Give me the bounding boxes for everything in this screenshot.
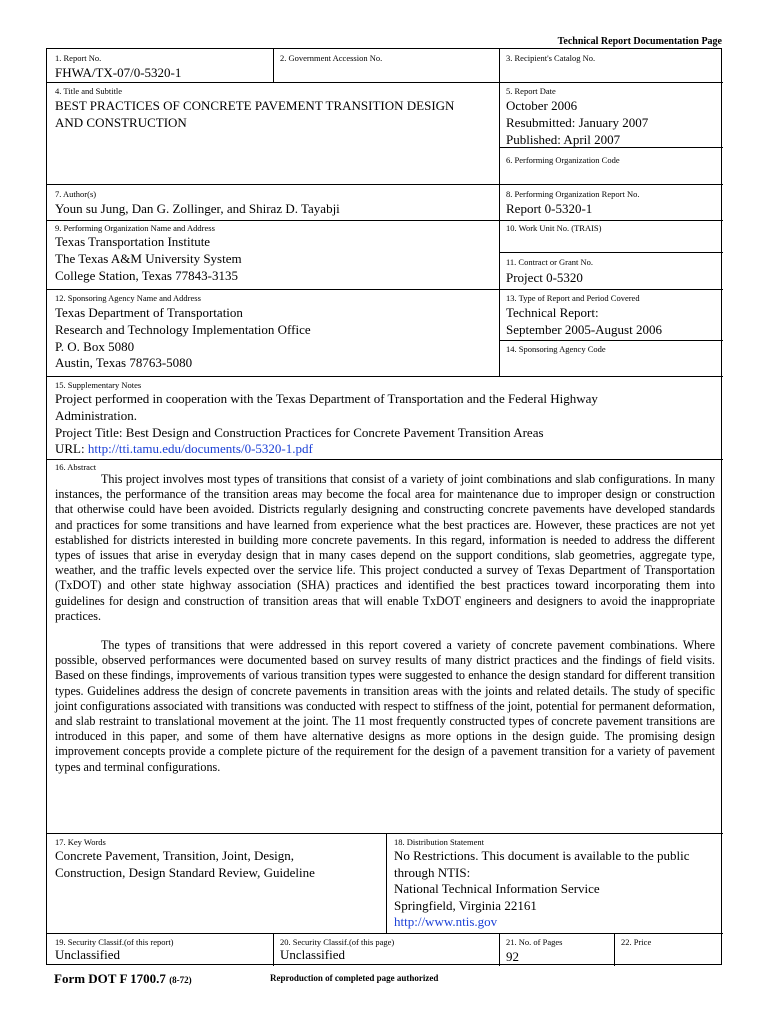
- key-words-line-1: Concrete Pavement, Transition, Joint, Design,: [55, 848, 295, 863]
- supplementary-line-1: Project performed in cooperation with the Texas Department of Transportation and the Federal Highway: [55, 391, 598, 406]
- abstract-paragraph-1: This project involves most types of transitions that consist of a variety of joint combinations and slab configurations. In many instances, the performance of the transition areas may become the focal area for maintenance due to improper design or construction that otherwise could have been avoided. Districts regularly designing and constructing concrete pavements have developed standards and practices for some transitions and have learned from experience what the best practices are. However, these practices are not yet established for districts interested in building more concrete pavements. In this regard, information is needed to address the different types of issues that arise in everyday design that in many cases depend on the support conditions, slab geometries, aggregate type, weather, and the traffic levels expected over the service life. This project conducted a survey of Texas Department of Transportation (TxDOT) and other state highway association (SHA) practices and identified the best practices toward incorporating them into guidelines for design and construction of transition areas that will enable TxDOT engineers and designers to avoid the inappropriate practices.: [55, 472, 715, 623]
- abstract-paragraph-2: The types of transitions that were addressed in this report covered a variety of concrete pavement combinations. Where possible, observed performances were documented based on survey results of many district practices and the findings of field visits. Based on these findings, improvements of various transition types were suggested to enhance the design standard for different transition types. Guidelines address the design of concrete pavements in transition areas with the joints and related details. The study of specific joint configurations associated with transitions was conducted with respect to stiffness of the joint, potential for permanent deformation, and slab restraint to translational movement at the joint. The 11 most frequently constructed types of concrete pavement transitions are introduced in this paper, and some of them have alternative designs as more options in the design guide. The promising design improvement concepts provide a complete picture of the requirement for the design of a pavement transition for a variety of pavement types and terminal configurations.: [55, 638, 715, 774]
- ntis-url-link[interactable]: http://www.ntis.gov: [394, 914, 498, 929]
- form-number: [54, 971, 192, 987]
- url-prefix: URL:: [55, 441, 88, 456]
- sponsor-code-label: 14. Sponsoring Agency Code: [506, 344, 606, 354]
- work-unit-label: 10. Work Unit No. (TRAIS): [506, 223, 602, 233]
- report-type-label: 13. Type of Report and Period Covered: [506, 293, 640, 303]
- report-date-line-3: Published: April 2007: [506, 132, 621, 147]
- title-line-1: BEST PRACTICES OF CONCRETE PAVEMENT TRANSITION DESIGN: [55, 98, 455, 113]
- supplementary-url-line: [55, 441, 313, 458]
- sponsor-line-4: Austin, Texas 78763-5080: [55, 355, 193, 370]
- abstract-body: [55, 472, 715, 789]
- supplementary-line-2: Administration.: [55, 408, 137, 423]
- abstract-label: 16. Abstract: [55, 462, 97, 472]
- perf-org-code-label: 6. Performing Organization Code: [506, 155, 620, 165]
- security-page-label: 20. Security Classif.(of this page): [280, 937, 395, 947]
- reproduction-note: Reproduction of completed page authorized: [270, 973, 439, 983]
- report-date-label: 5. Report Date: [506, 86, 556, 96]
- title-line-2: AND CONSTRUCTION: [55, 115, 187, 130]
- distribution-label: 18. Distribution Statement: [394, 837, 484, 847]
- form-revision: (8-72): [169, 975, 192, 985]
- perf-org-name-label: 9. Performing Organization Name and Address: [55, 223, 215, 233]
- report-type-line-2: September 2005-August 2006: [506, 322, 662, 337]
- security-page-value: Unclassified: [280, 947, 345, 962]
- pages-value: 92: [506, 949, 519, 964]
- key-words-line-2: Construction, Design Standard Review, Guideline: [55, 865, 315, 880]
- report-type-line-1: Technical Report:: [506, 305, 599, 320]
- security-report-label: 19. Security Classif.(of this report): [55, 937, 174, 947]
- key-words-label: 17. Key Words: [55, 837, 106, 847]
- title-label: 4. Title and Subtitle: [55, 86, 123, 96]
- perf-org-report-value: Report 0-5320-1: [506, 201, 593, 216]
- sponsor-line-3: P. O. Box 5080: [55, 339, 135, 354]
- supplementary-line-3: Project Title: Best Design and Construction Practices for Concrete Pavement Transition Areas: [55, 425, 544, 440]
- contract-no-label: 11. Contract or Grant No.: [506, 257, 594, 267]
- gov-accession-label: 2. Government Accession No.: [280, 53, 383, 63]
- form-number-text: Form DOT F 1700.7: [54, 971, 166, 986]
- pages-label: 21. No. of Pages: [506, 937, 563, 947]
- perf-org-report-label: 8. Performing Organization Report No.: [506, 189, 640, 199]
- authors-label: 7. Author(s): [55, 189, 97, 199]
- sponsor-line-2: Research and Technology Implementation Office: [55, 322, 311, 337]
- security-report-value: Unclassified: [55, 947, 120, 962]
- report-date-line-1: October 2006: [506, 98, 578, 113]
- distribution-line-2: through NTIS:: [394, 865, 471, 880]
- sponsor-line-1: Texas Department of Transportation: [55, 305, 243, 320]
- report-date-line-2: Resubmitted: January 2007: [506, 115, 649, 130]
- report-documentation-form: [46, 48, 722, 965]
- distribution-line-3: National Technical Information Service: [394, 881, 600, 896]
- report-no-label: 1. Report No.: [55, 53, 102, 63]
- project-url-link[interactable]: http://tti.tamu.edu/documents/0-5320-1.pdf: [87, 441, 313, 456]
- supplementary-label: 15. Supplementary Notes: [55, 380, 142, 390]
- distribution-line-4: Springfield, Virginia 22161: [394, 898, 537, 913]
- form-header-title: Technical Report Documentation Page: [557, 36, 722, 47]
- contract-no-value: Project 0-5320: [506, 270, 583, 285]
- price-label: 22. Price: [621, 937, 652, 947]
- recipient-catalog-label: 3. Recipient's Catalog No.: [506, 53, 596, 63]
- perf-org-line-1: Texas Transportation Institute: [55, 234, 211, 249]
- perf-org-line-3: College Station, Texas 77843-3135: [55, 268, 238, 283]
- authors-value: Youn su Jung, Dan G. Zollinger, and Shiraz D. Tayabji: [55, 201, 340, 216]
- report-no-value: FHWA/TX-07/0-5320-1: [55, 65, 182, 80]
- sponsor-label: 12. Sponsoring Agency Name and Address: [55, 293, 201, 303]
- distribution-line-1: No Restrictions. This document is available to the public: [394, 848, 690, 863]
- perf-org-line-2: The Texas A&M University System: [55, 251, 242, 266]
